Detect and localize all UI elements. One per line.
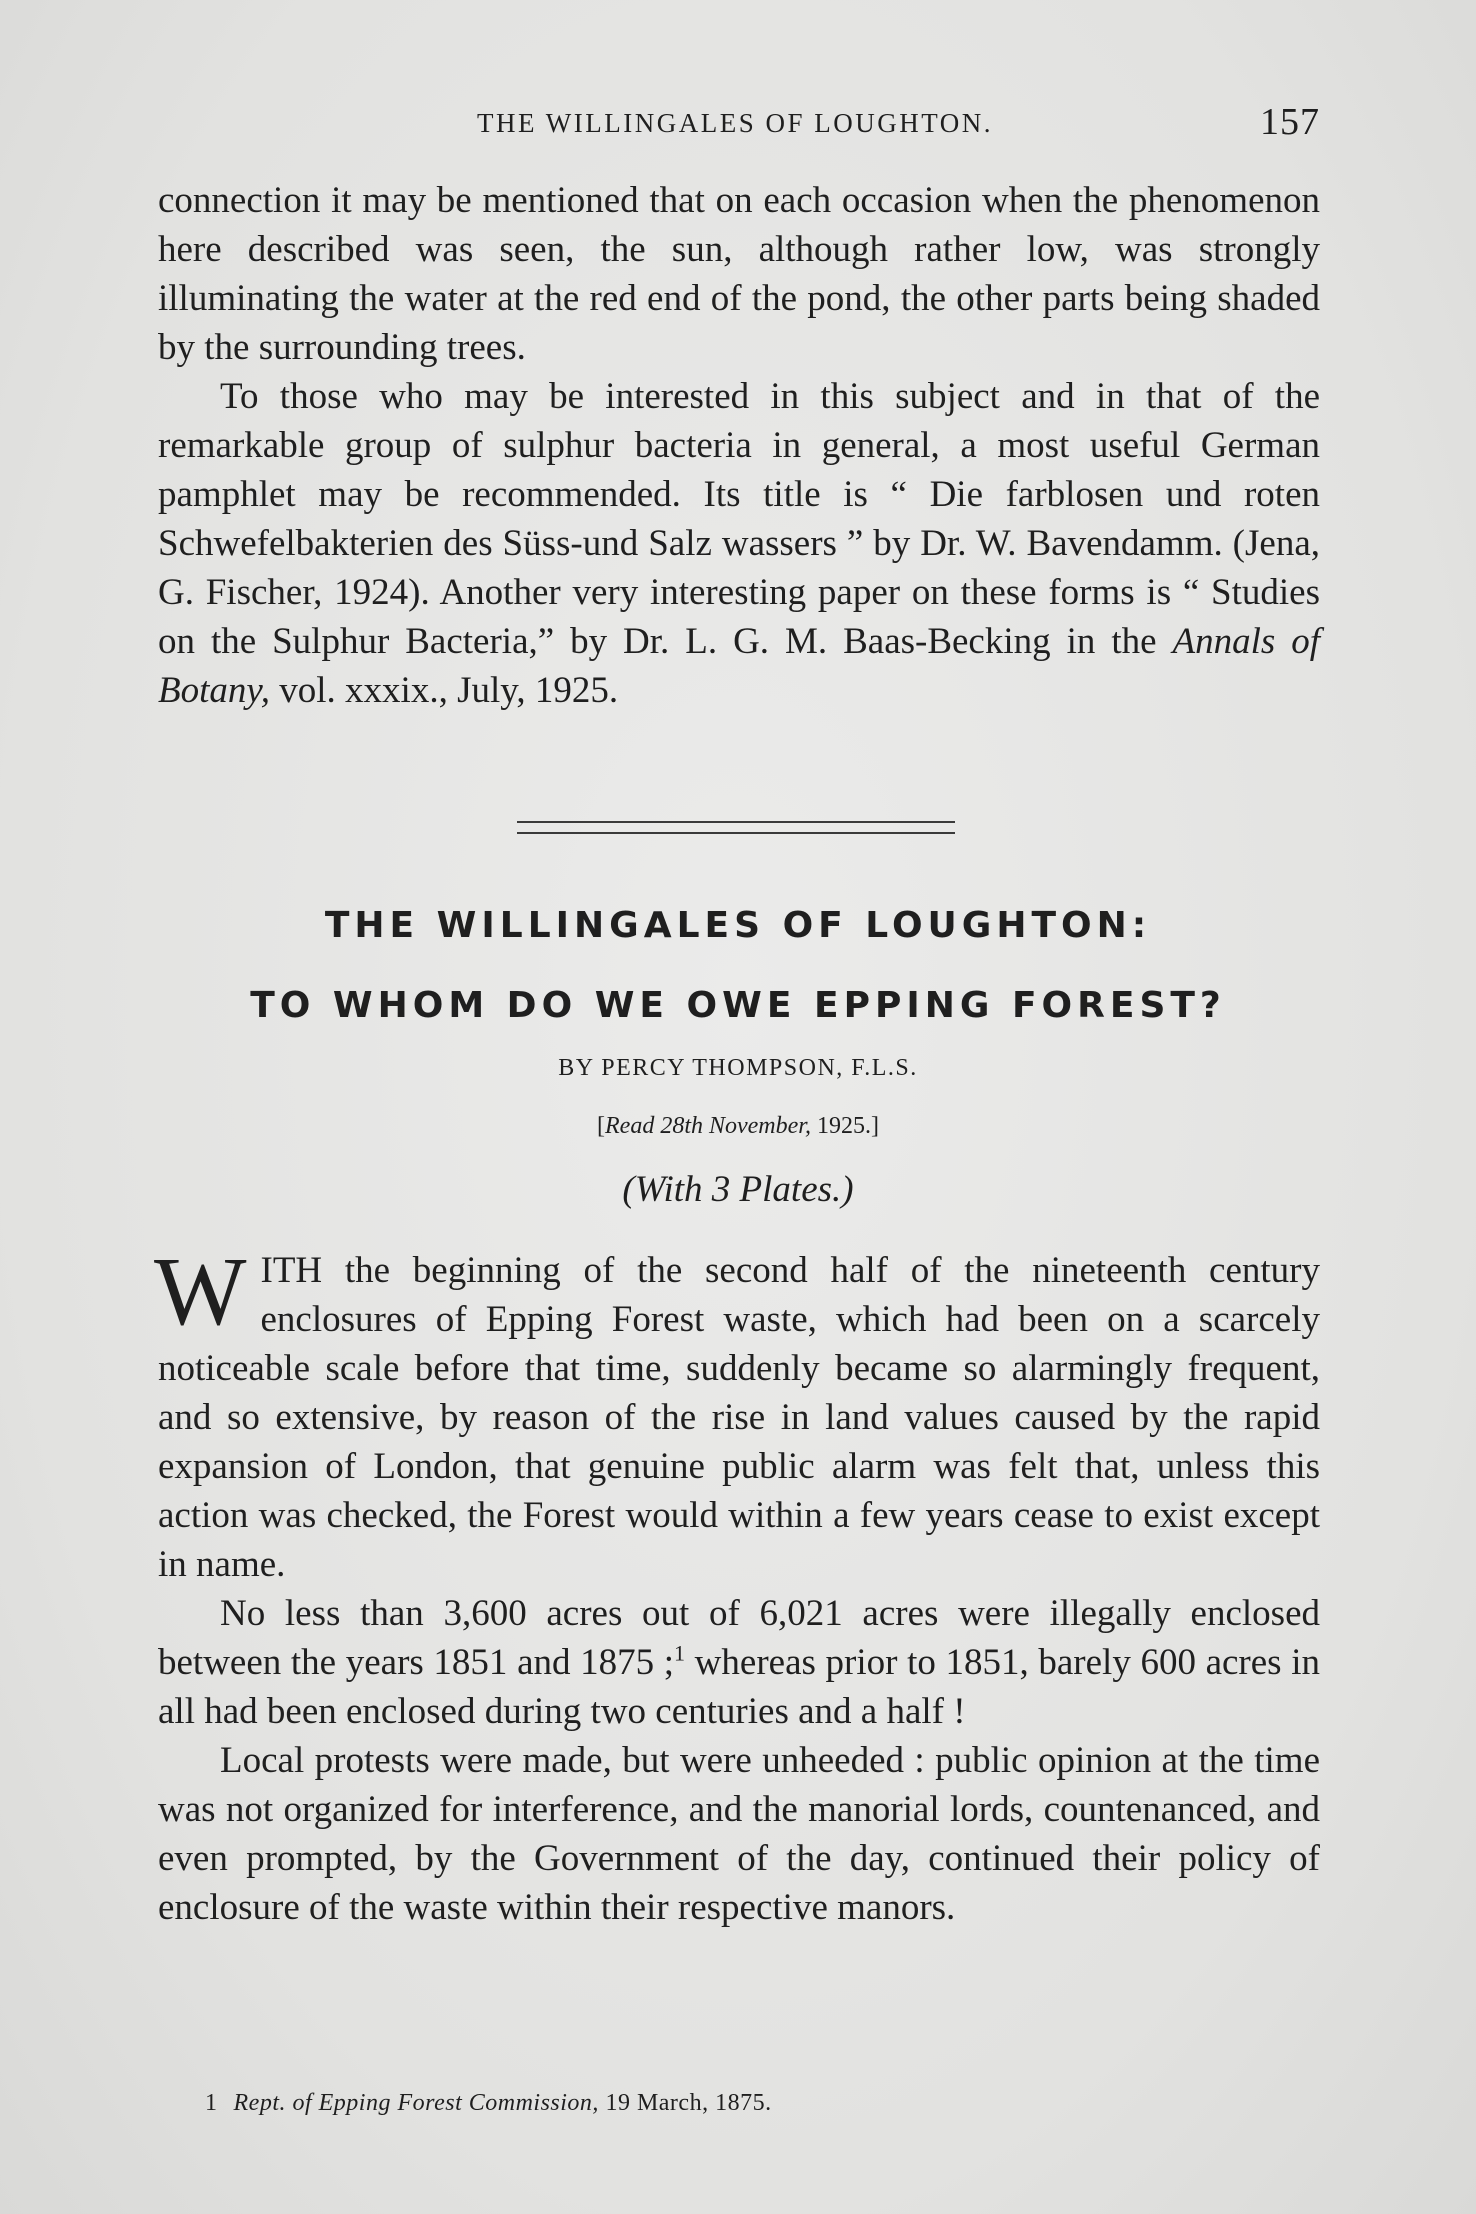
read-date-year: 1925.] bbox=[816, 1113, 879, 1139]
journal-title: Annals of Botany, bbox=[158, 621, 1320, 711]
footnote-title: Rept. of Epping Forest Commission, bbox=[233, 2090, 599, 2116]
running-head bbox=[150, 100, 1320, 146]
preceding-article-text bbox=[158, 176, 1320, 715]
author-byline: BY PERCY THOMPSON, F.L.S. bbox=[558, 1055, 918, 1081]
read-date-note bbox=[150, 1113, 1326, 1140]
read-date-text: Read 28th November, bbox=[605, 1113, 811, 1139]
page-number: 157 bbox=[1260, 101, 1320, 143]
bracket: [ bbox=[597, 1113, 606, 1139]
footnote bbox=[205, 2090, 1305, 2117]
article-subtitle: TO WHOM DO WE OWE EPPING FOREST? bbox=[250, 985, 1226, 1026]
text-run: whereas prior to 1851, barely 600 acres in all had been enclosed during two centuries and a half ! bbox=[158, 1642, 1320, 1732]
text-run: To those who may be interested in this subject and in that of the remarkable group of sulphur bacteria in general, a most useful German pamphlet may be recommended. Its title is “ Die farblosen und roten Schwefelbakterien des Süss-und Salz wassers ” by Dr. W. Bavendamm. (Jena, G. Fischer, 1924). Another very interesting paper on these forms is “ Studies on the Sulphur Bacteria,” by Dr. L. G. M. Baas-Becking in the bbox=[158, 376, 1320, 662]
plates-note: (With 3 Plates.) bbox=[622, 1169, 854, 1210]
paragraph bbox=[154, 1238, 1320, 1589]
drop-cap: W bbox=[154, 1238, 247, 1346]
paragraph: connection it may be mentioned that on each occasion when the phenomenon here described was seen, the sun, although rather low, was strongly illuminating the water at the red end of the pond, the other parts being shaded by the surrounding trees. bbox=[158, 180, 1320, 368]
paragraph bbox=[158, 1589, 1320, 1736]
text-run: vol. xxxix., July, 1925. bbox=[279, 670, 619, 711]
footnote-number: 1 bbox=[205, 2090, 218, 2116]
paragraph: Local protests were made, but were unheeded : public opinion at the time was not organized for interference, and the manorial lords, countenanced, and even prompted, by the Government of the day, continued their policy of enclosure of the waste within their respective manors. bbox=[158, 1740, 1320, 1928]
section-divider bbox=[517, 821, 955, 834]
article-body bbox=[154, 1238, 1320, 1932]
footnote-date: 19 March, 1875. bbox=[605, 2090, 772, 2116]
text-run: ITH the beginning of the second half of the nineteenth century enclosures of Epping Forest waste, which had been on a scarcely noticeable scale before that time, suddenly became so alarmingly frequent, and so extensive, by reason of the rise in land values caused by the rapid expansion of London, that genuine public alarm was felt that, unless this action was checked, the Forest would within a few years cease to exist except in name. bbox=[158, 1250, 1320, 1585]
article-title: THE WILLINGALES OF LOUGHTON: bbox=[324, 905, 1152, 946]
text-run: No less than 3,600 acres out of 6,021 acres were illegally enclosed between the years 1851 and 1875 ; bbox=[158, 1593, 1320, 1683]
running-title: THE WILLINGALES OF LOUGHTON. bbox=[477, 108, 993, 138]
footnote-reference[interactable]: 1 bbox=[674, 1640, 686, 1666]
paragraph bbox=[158, 372, 1320, 715]
